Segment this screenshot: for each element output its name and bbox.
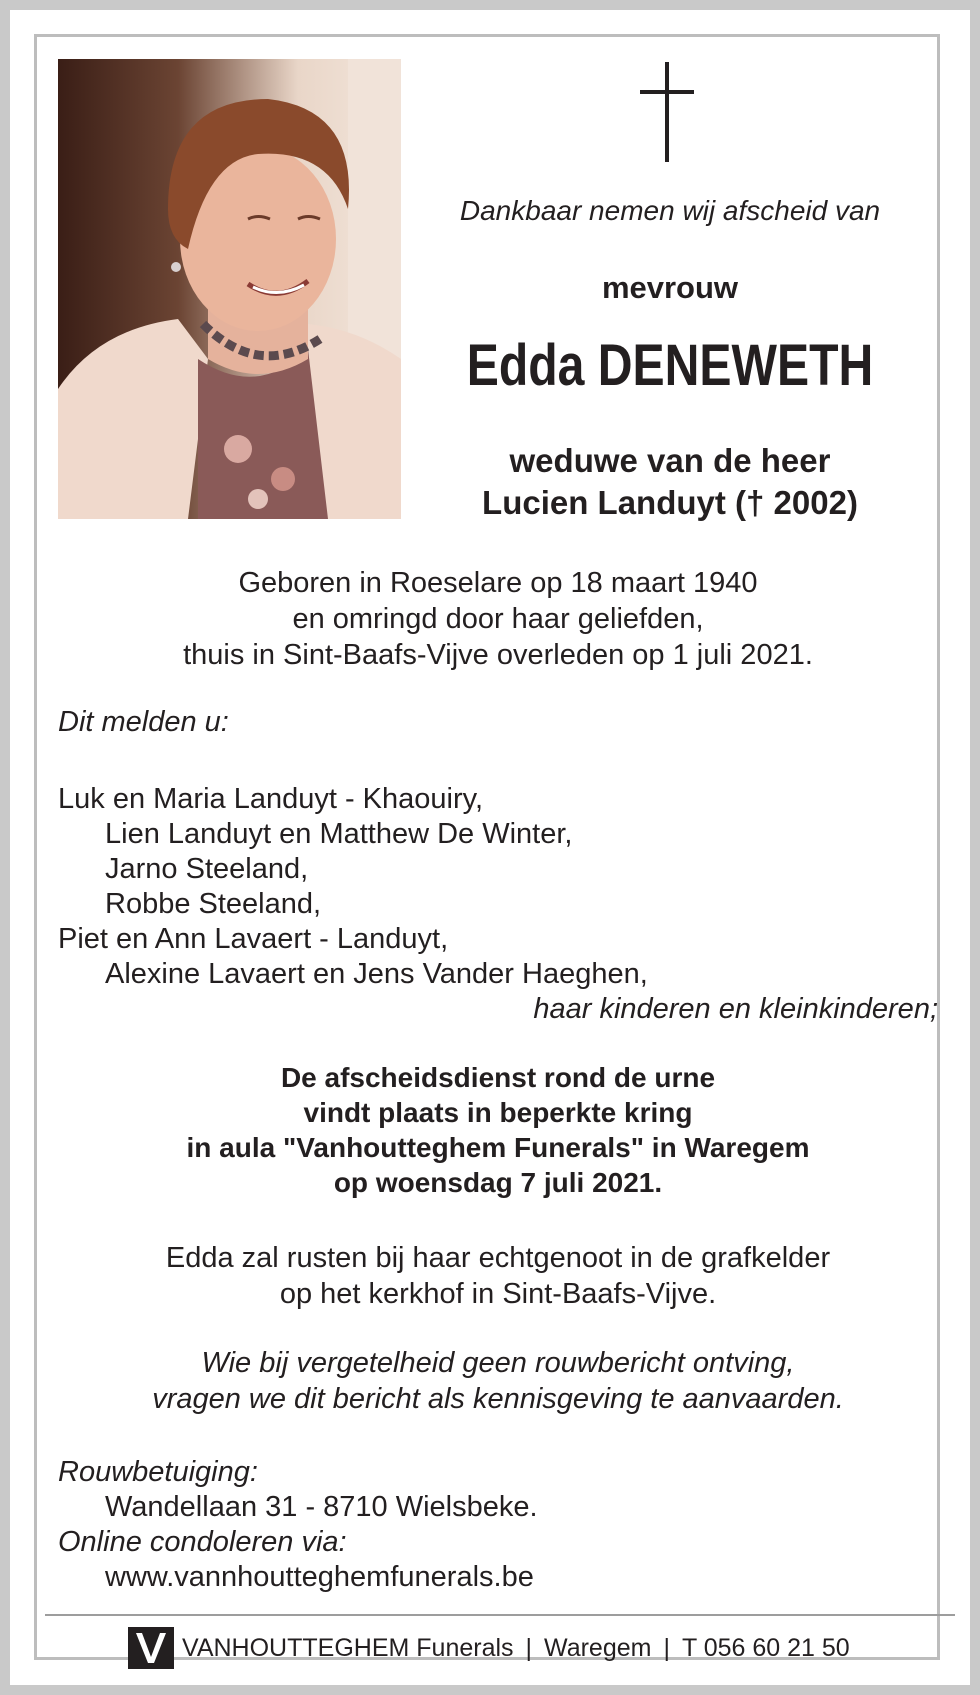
wie-line: Wie bij vergetelheid geen rouwbericht ontving, — [201, 1347, 795, 1379]
widow-block — [420, 440, 920, 524]
family-line: Alexine Lavaert en Jens Vander Haeghen, — [105, 958, 648, 990]
announcement-heading: Dit melden u: — [58, 706, 229, 738]
contact-block — [58, 1455, 938, 1595]
family-line: Jarno Steeland, — [105, 853, 309, 885]
cross-icon — [638, 62, 698, 162]
footer-city: Waregem — [544, 1633, 652, 1662]
rest-line: op het kerkhof in Sint-Baafs-Vijve. — [279, 1278, 717, 1310]
ceremony-block — [58, 1060, 938, 1200]
footer-separator: | — [525, 1633, 533, 1662]
website-link[interactable]: www.vannhoutteghemfunerals.be — [105, 1561, 534, 1593]
family-line: Luk en Maria Landuyt - Khaouiry, — [58, 783, 484, 815]
born-line: thuis in Sint-Baafs-Vijve overleden op 1 juli 2021. — [183, 639, 813, 671]
family-line: Piet en Ann Lavaert - Landuyt, — [58, 923, 449, 955]
rest-line: Edda zal rusten bij haar echtgenoot in de grafkelder — [165, 1242, 831, 1274]
birth-death-block — [58, 565, 938, 673]
portrait-photo — [58, 59, 401, 519]
footer-divider — [45, 1614, 955, 1616]
obituary-card — [10, 10, 970, 1685]
portrait-illustration — [58, 59, 401, 519]
ceremony-line: vindt plaats in beperkte kring — [303, 1097, 693, 1128]
footer-phone: T 056 60 21 50 — [681, 1633, 850, 1662]
title-text: mevrouw — [601, 270, 739, 305]
ceremony-line: in aula "Vanhoutteghem Funerals" in Waregem — [186, 1132, 810, 1163]
deceased-name: Edda DENEWETH — [466, 333, 874, 398]
condolence-address: Wandellaan 31 - 8710 Wielsbeke. — [105, 1491, 538, 1523]
family-list — [58, 782, 938, 1027]
ceremony-line: De afscheidsdienst rond de urne — [280, 1062, 716, 1093]
ceremony-line: op woensdag 7 juli 2021. — [333, 1167, 663, 1198]
family-closing: haar kinderen en kleinkinderen; — [533, 993, 938, 1025]
wie-line: vragen we dit bericht als kennisgeving te aanvaarden. — [152, 1383, 844, 1415]
footer-company: VANHOUTTEGHEM Funerals — [182, 1633, 514, 1662]
footer-separator: | — [663, 1633, 670, 1662]
online-label: Online condoleren via: — [58, 1526, 347, 1558]
condolence-label: Rouwbetuiging: — [58, 1456, 258, 1488]
born-line: en omringd door haar geliefden, — [292, 603, 704, 635]
born-line: Geboren in Roeselare op 18 maart 1940 — [238, 567, 758, 599]
resting-place-block — [58, 1240, 938, 1312]
intro-text: Dankbaar nemen wij afscheid van — [459, 195, 881, 226]
family-line: Lien Landuyt en Matthew De Winter, — [105, 818, 573, 850]
family-line: Robbe Steeland, — [105, 888, 322, 920]
funeral-logo-icon — [128, 1625, 174, 1671]
widow-line: Lucien Landuyt († 2002) — [482, 484, 858, 521]
acknowledgement-block — [58, 1345, 938, 1417]
footer — [128, 1622, 850, 1674]
widow-line: weduwe van de heer — [509, 442, 831, 479]
